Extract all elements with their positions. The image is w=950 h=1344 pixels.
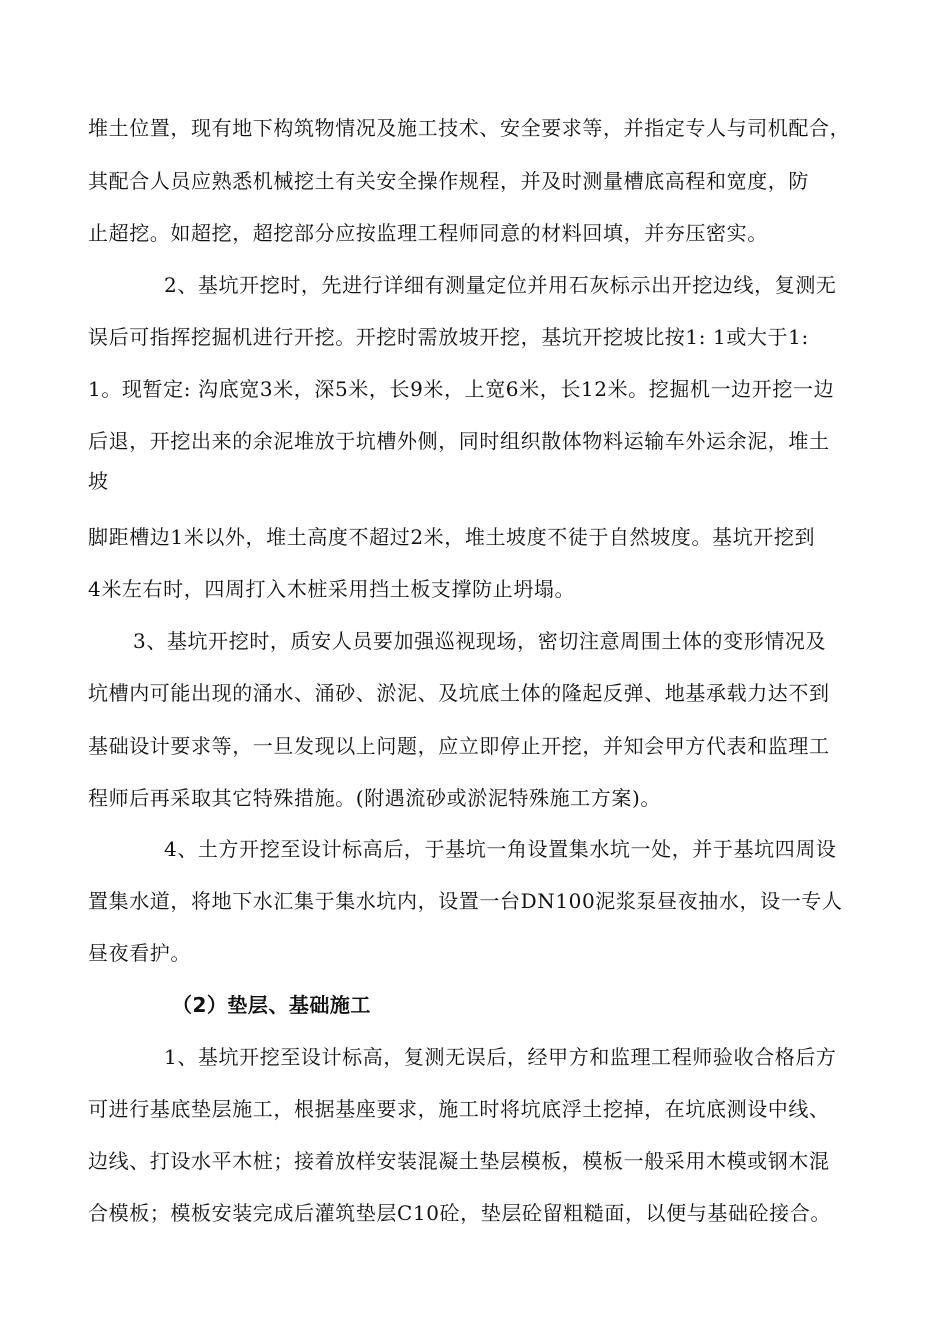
text-line: 合模板；模板安装完成后灌筑垫层C10砼，垫层砼留粗糙面，以便与基础砼接合。 (88, 1201, 831, 1225)
text-line: 4、土方开挖至设计标高后，于基坑一角设置集水坑一处，并于基坑四周设 (164, 837, 837, 861)
text-line: 1、基坑开挖至设计标高，复测无误后，经甲方和监理工程师验收合格后方 (164, 1045, 837, 1069)
text-line: 坡 (88, 469, 109, 493)
text-line: 3、基坑开挖时，质安人员要加强巡视现场，密切注意周围土体的变形情况及 (133, 629, 827, 653)
text-line: 置集水道，将地下水汇集于集水坑内，设置一台DN100泥浆泵昼夜抽水，设一专人 (88, 889, 843, 913)
text-line: 程师后再采取其它特殊措施。(附遇流砂或淤泥特殊施工方案)。 (88, 786, 662, 810)
text-line: 2、基坑开挖时，先进行详细有测量定位并用石灰标示出开挖边线，复测无 (164, 273, 837, 297)
text-line: 堆土位置，现有地下构筑物情况及施工技术、安全要求等，并指定专人与司机配合， (88, 116, 851, 140)
text-line: 其配合人员应熟悉机械挖土有关安全操作规程，并及时测量槽底高程和宽度，防 (88, 169, 809, 193)
text-line: 基础设计要求等，一旦发现以上问题，应立即停止开挖，并知会甲方代表和监理工 (88, 734, 830, 758)
text-line: 脚距槽边1米以外，堆土高度不超过2米，堆土坡度不徒于自然坡度。基坑开挖到 (88, 525, 816, 549)
text-line: 边线、打设水平木桩；接着放样安装混凝土垫层模板，模板一般采用木模或钢木混 (88, 1149, 830, 1173)
text-line: 后退，开挖出来的余泥堆放于坑槽外侧，同时组织散体物料运输车外运余泥，堆土 (88, 429, 830, 453)
text-line: 误后可指挥挖掘机进行开挖。开挖时需放坡开挖，基坑开挖坡比按1: 1或大于1: (88, 325, 809, 349)
text-line: 可进行基底垫层施工，根据基座要求，施工时将坑底浮土挖掉，在坑底测设中线、 (88, 1097, 830, 1121)
text-line: 昼夜看护。 (88, 941, 191, 965)
text-line: 4米左右时，四周打入木桩采用挡土板支撑防止坍塌。 (88, 577, 576, 601)
text-line: 坑槽内可能出现的涌水、涌砂、淤泥、及坑底土体的隆起反弹、地基承载力达不到 (88, 681, 830, 705)
text-line: 1。现暂定: 沟底宽3米，深5米，长9米，上宽6米，长12米。挖掘机一边开挖一边 (88, 377, 835, 401)
text-line: 止超挖。如超挖，超挖部分应按监理工程师同意的材料回填，并夯压密实。 (88, 221, 768, 245)
section-heading: （2）垫层、基础施工 (172, 993, 371, 1017)
